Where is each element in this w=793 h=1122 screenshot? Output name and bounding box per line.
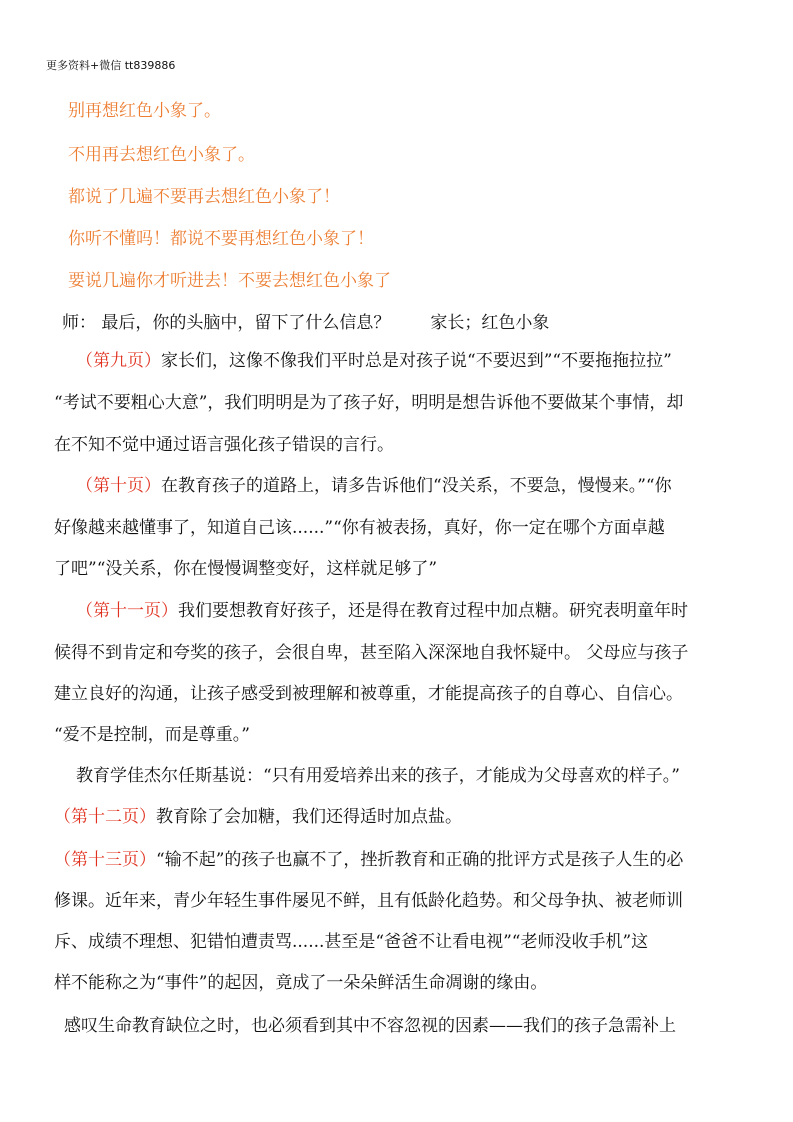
p10-text-1: 在教育孩子的道路上，请多告诉他们“没关系，不要急，慢慢来。”“你 xyxy=(161,476,672,496)
p12-text-1: 教育除了会加糖，我们还得适时加点盐。 xyxy=(156,807,462,827)
p12-line-1 xyxy=(54,807,462,827)
page-header: 更多资料+微信 tt839886 xyxy=(46,59,176,72)
p13-line-4: 样不能称之为“事件”的起因，竟成了一朵朵鲜活生命凋谢的缘由。 xyxy=(54,973,548,993)
p11-text-1: 我们要想教育好孩子，还是得在教育过程中加点糖。研究表明童年时 xyxy=(178,601,688,621)
p11-line-3: 建立良好的沟通，让孩子感受到被理解和被尊重，才能提高孩子的自尊心、自信心。 xyxy=(54,684,683,704)
page-ref-11: （第十一页） xyxy=(76,601,178,621)
quote-paragraph: 教育学佳杰尔任斯基说：“只有用爱培养出来的孩子，才能成为父母喜欢的样子。” xyxy=(76,766,680,786)
last-line: 感叹生命教育缺位之时，也必须看到其中不容忽视的因素——我们的孩子急需补上 xyxy=(64,1016,676,1036)
parent-answer: 家长；红色小象 xyxy=(430,313,550,333)
p13-text-1: “输不起”的孩子也赢不了，挫折教育和正确的批评方式是孩子人生的必 xyxy=(156,850,684,870)
p11-line-4: “爱不是控制，而是尊重。” xyxy=(54,725,250,745)
p9-line-1 xyxy=(76,351,672,371)
p11-line-1 xyxy=(76,601,688,621)
quote-line-5: 要说几遍你才听进去！不要去想红色小象了 xyxy=(68,271,391,291)
p10-line-3: 了吧”“没关系，你在慢慢调整变好，这样就足够了” xyxy=(54,559,438,579)
p9-line-2: “考试不要粗心大意”，我们明明是为了孩子好，明明是想告诉他不要做某个事情，却 xyxy=(54,393,684,413)
p10-line-2: 好像越来越懂事了，知道自己该......”“你有被表扬，真好，你一定在哪个方面卓越 xyxy=(54,518,665,538)
p9-text-1: 家长们，这像不像我们平时总是对孩子说“不要迟到”“不要拖拖拉拉” xyxy=(161,351,672,371)
p13-line-2: 修课。近年来，青少年轻生事件屡见不鲜，且有低龄化趋势。和父母争执、被老师训 xyxy=(54,891,683,911)
quote-line-2: 不用再去想红色小象了。 xyxy=(68,145,255,165)
page-ref-10: （第十页） xyxy=(76,476,161,496)
quote-line-1: 别再想红色小象了。 xyxy=(68,101,221,121)
page-ref-12: （第十二页） xyxy=(54,807,156,827)
teacher-question: 师： 最后，你的头脑中，留下了什么信息？ xyxy=(62,313,391,333)
p11-line-2: 候得不到肯定和夸奖的孩子，会很自卑，甚至陷入深深地自我怀疑中。 父母应与孩子 xyxy=(54,643,689,663)
page-ref-9: （第九页） xyxy=(76,351,161,371)
p10-line-1 xyxy=(76,476,672,496)
p9-line-3: 在不知不觉中通过语言强化孩子错误的言行。 xyxy=(54,435,394,455)
p13-line-1 xyxy=(54,850,683,870)
quote-line-3: 都说了几遍不要再去想红色小象了！ xyxy=(68,187,340,207)
page-ref-13: （第十三页） xyxy=(54,850,156,870)
dialog-line xyxy=(62,313,549,333)
quote-line-4: 你听不懂吗！都说不要再想红色小象了！ xyxy=(68,229,374,249)
p13-line-3: 斥、成绩不理想、犯错怕遭责骂......甚至是“爸爸不让看电视”“老师没收手机”这 xyxy=(54,932,649,952)
